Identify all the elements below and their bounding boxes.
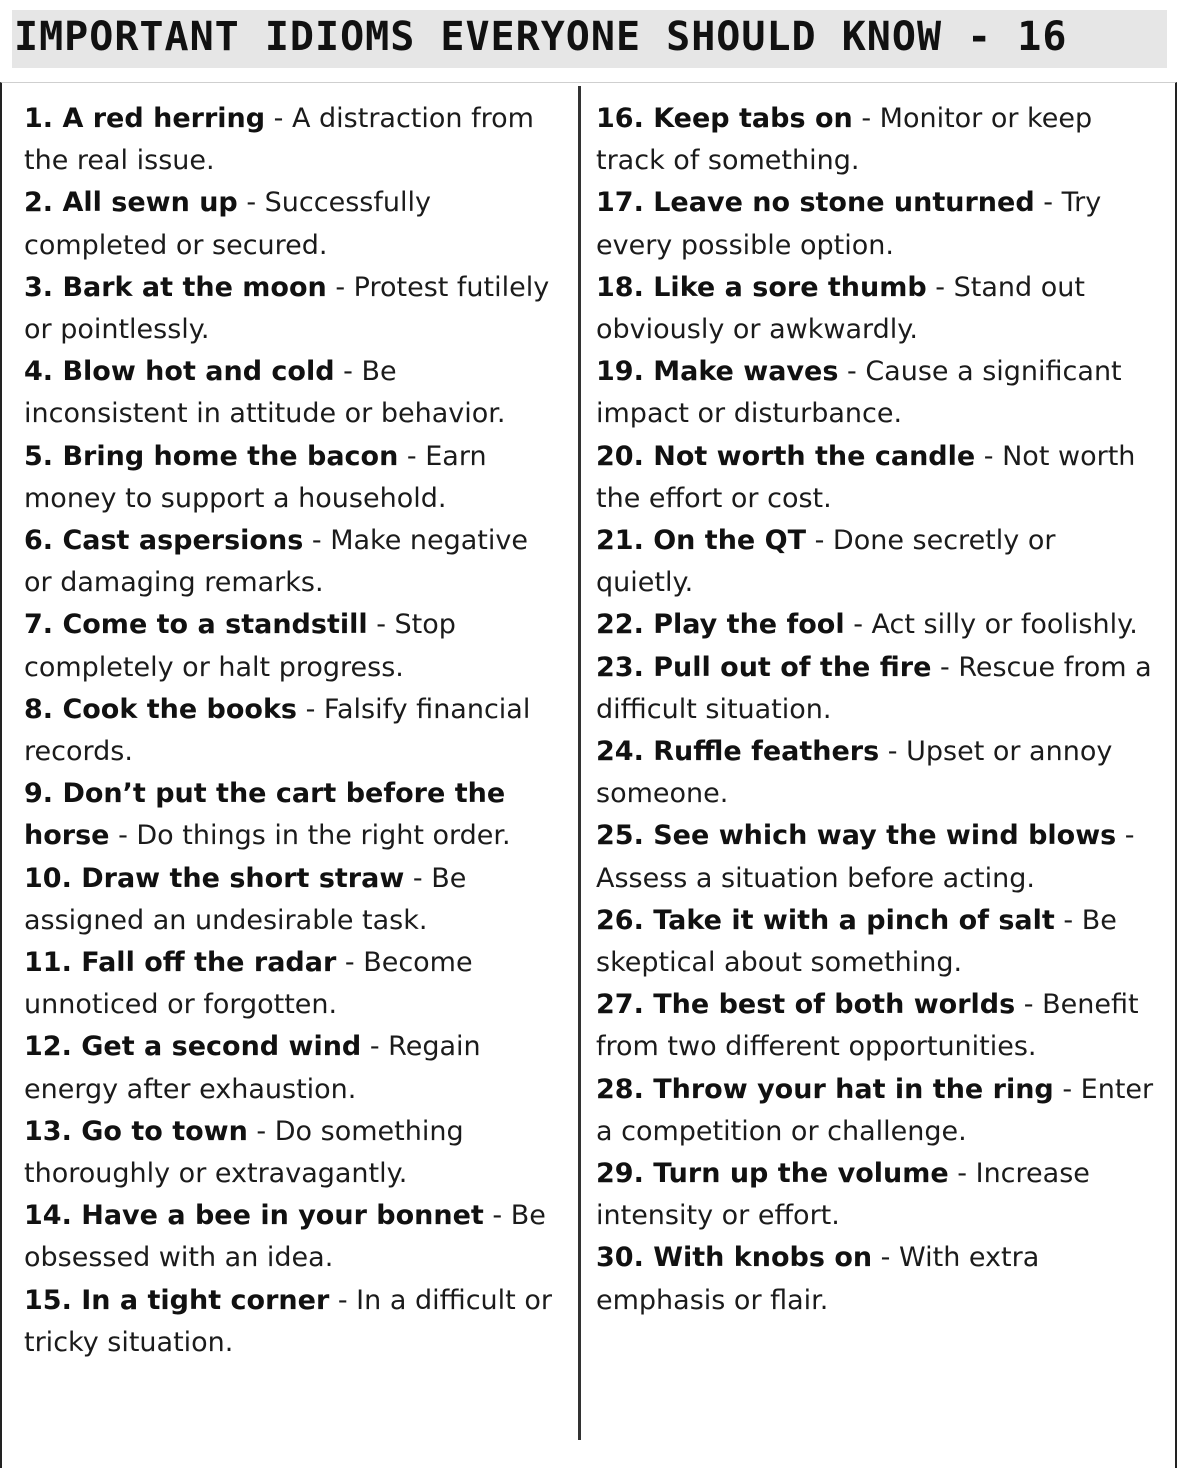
idiom-entry [24,604,562,688]
idiom-term: 26. Take it with a pinch of salt [596,904,1055,936]
idiom-entry [24,689,562,773]
idiom-definition: - In a difficult or tricky situation. [24,1284,552,1358]
idiom-entry [596,436,1156,520]
idiom-definition: - Stop completely or halt progress. [24,609,456,683]
column-divider [578,86,581,1440]
idiom-definition: - Monitor or keep track of something. [596,103,1093,177]
idiom-entry [596,351,1156,435]
idiom-entry [24,520,562,604]
idiom-term: 5. Bring home the bacon [24,440,399,472]
idiom-term: 15. In a tight corner [24,1284,330,1316]
idiom-definition: - Be inconsistent in attitude or behavior. [24,356,506,430]
idiom-definition: - Falsify financial records. [24,693,531,768]
idiom-entry [596,1153,1156,1237]
idiom-definition: - Not worth the effort or cost. [596,440,1136,514]
idiom-term: 18. Like a sore thumb [596,271,927,303]
idiom-term: 10. Draw the short straw [24,862,405,894]
idiom-definition: - Do things in the right order. [109,820,511,852]
idiom-entry [24,351,562,435]
idiom-term: 13. Go to town [24,1115,248,1147]
idiom-definition: - Try every possible option. [596,187,1102,261]
idiom-definition: - Do something thoroughly or extravagantly. [24,1115,464,1190]
idiom-entry [596,267,1156,351]
idiom-entry [24,436,562,520]
idiom-term: 17. Leave no stone unturned [596,187,1035,219]
idiom-term: 22. Play the fool [596,609,845,641]
idiom-definition: - Rescue from a difficult situation. [596,651,1152,725]
idiom-definition: - With extra emphasis or flair. [596,1242,1040,1316]
idiom-entry [24,1280,562,1364]
idiom-entry [24,98,562,182]
idiom-term: 3. Bark at the moon [24,271,327,303]
idiom-entry [596,182,1156,266]
idiom-definition: - Upset or annoy someone. [596,736,1113,810]
idiom-term: 7. Come to a standstill [24,609,368,641]
idiom-entry [596,604,1156,646]
idiom-definition: - Benefit from two different opportunities. [596,989,1139,1063]
idiom-term: 25. See which way the wind blows [596,820,1117,852]
idiom-definition: - Assess a situation before acting. [596,820,1135,894]
idiom-definition: - Be assigned an undesirable task. [24,862,467,936]
idiom-definition: - Be obsessed with an idea. [24,1200,546,1274]
page-title: IMPORTANT IDIOMS EVERYONE SHOULD KNOW - 16 [14,14,1068,60]
idiom-entry [24,1111,562,1195]
idiom-entry [596,900,1156,984]
idiom-entry [596,98,1156,182]
idiom-term: 9. Don’t put the cart before the horse [24,778,506,852]
idiom-definition: - Be skeptical about something. [596,904,1117,979]
idiom-entry [596,815,1156,899]
idiom-definition: - Make negative or damaging remarks. [24,525,528,599]
idiom-entry [24,858,562,942]
idiom-term: 21. On the QT [596,525,807,557]
idiom-definition: - Protest futilely or pointlessly. [24,271,550,346]
idiom-term: 4. Blow hot and cold [24,356,335,388]
idiom-entry [596,520,1156,604]
idiom-term: 28. Throw your hat in the ring [596,1073,1054,1105]
idiom-entry [24,267,562,351]
idiom-term: 1. A red herring [24,103,266,134]
idiom-term: 14. Have a bee in your bonnet [24,1200,484,1232]
idiom-entry [24,942,562,1026]
idiom-entry [596,647,1156,731]
idiom-term: 6. Cast aspersions [24,525,304,557]
idiom-definition: - Act silly or foolishly. [844,609,1138,641]
idiom-definition: - Cause a significant impact or disturbance. [596,356,1122,430]
idiom-term: 27. The best of both worlds [596,989,1016,1021]
idiom-definition: - Done secretly or quietly. [596,525,1056,599]
idiom-term: 2. All sewn up [24,187,238,219]
idiom-definition: - Successfully completed or secured. [24,187,431,261]
idiom-term: 30. With knobs on [596,1242,873,1274]
idiom-entry [596,984,1156,1068]
idiom-term: 12. Get a second wind [24,1031,362,1063]
idiom-entry [24,773,562,857]
idiom-term: 16. Keep tabs on [596,103,853,134]
idiom-definition: - A distraction from the real issue. [24,103,534,177]
idiom-term: 23. Pull out of the fire [596,651,932,683]
idiom-term: 8. Cook the books [24,693,298,725]
idiom-definition: - Regain energy after exhaustion. [24,1031,481,1105]
idiom-term: 11. Fall off the radar [24,947,337,979]
idiom-entry [24,1026,562,1110]
idioms-column-left [24,98,562,1364]
idiom-definition: - Increase intensity or effort. [596,1158,1090,1232]
idiom-term: 24. Ruffle feathers [596,736,880,768]
idiom-entry [596,731,1156,815]
idiom-term: 29. Turn up the volume [596,1158,949,1190]
idiom-entry [596,1237,1156,1321]
idiom-entry [24,1195,562,1279]
idiom-term: 20. Not worth the candle [596,440,976,472]
idiom-definition: - Enter a competition or challenge. [596,1073,1154,1147]
idioms-column-right [596,98,1156,1322]
idiom-definition: - Become unnoticed or forgotten. [24,947,473,1021]
idiom-definition: - Stand out obviously or awkwardly. [596,271,1085,346]
idiom-entry [596,1069,1156,1153]
idiom-term: 19. Make waves [596,356,839,388]
idiom-entry [24,182,562,266]
idiom-definition: - Earn money to support a household. [24,440,487,514]
